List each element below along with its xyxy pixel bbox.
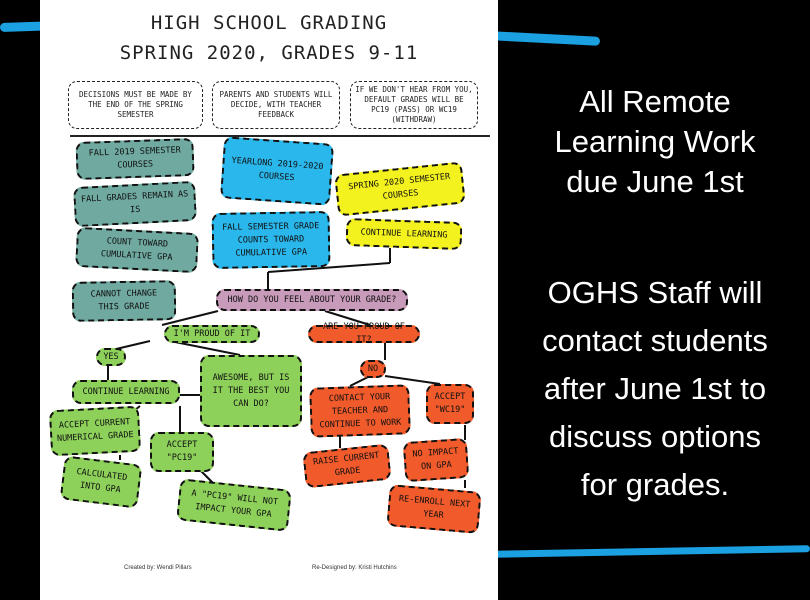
grading-poster — [40, 0, 498, 600]
box-reenroll-next-year: RE-ENROLL NEXT YEAR — [386, 484, 481, 534]
credit-redesigned-by: Re-Designed by: Kristi Hutchins — [312, 565, 397, 571]
box-fall-2019-courses: FALL 2019 SEMESTER COURSES — [75, 138, 194, 180]
staff-line-1: OGHS Staff will — [547, 275, 763, 310]
note-deadline: DECISIONS MUST BE MADE BY THE END OF THE SPRING SEMESTER — [68, 81, 203, 129]
staff-line-2: contact students — [542, 323, 768, 358]
box-proud-of-it: I'M PROUD OF IT — [164, 325, 260, 343]
announcement-deadline — [500, 82, 810, 202]
box-continue-learning: CONTINUE LEARNING — [72, 380, 180, 404]
brush-stroke-bottom-right — [490, 545, 810, 558]
box-accept-pc19: ACCEPT "PC19" — [150, 432, 214, 472]
staff-line-4: discuss options — [549, 419, 761, 454]
box-contact-teacher: CONTACT YOUR TEACHER AND CONTINUE TO WORK — [309, 384, 411, 437]
credit-created-by: Created by: Wendi Pillars — [124, 565, 192, 571]
brush-stroke-top-right — [490, 31, 600, 46]
box-calculated-into-gpa: CALCULATED INTO GPA — [60, 455, 143, 508]
box-are-you-proud: ARE YOU PROUD OF IT? — [308, 325, 420, 343]
poster-subtitle: SPRING 2020, GRADES 9-11 — [119, 42, 419, 64]
poster-title: HIGH SCHOOL GRADING — [150, 12, 388, 34]
box-no: NO — [360, 360, 386, 378]
box-cannot-change-grade: CANNOT CHANGE THIS GRADE — [72, 280, 177, 322]
box-fall-semester-counts: FALL SEMESTER GRADE COUNTS TOWARD CUMULATIVE GPA — [212, 211, 331, 269]
staff-line-3: after June 1st to — [543, 371, 767, 406]
box-spring-2020-courses: SPRING 2020 SEMESTER COURSES — [334, 161, 466, 216]
box-awesome: AWESOME, BUT IS IT THE BEST YOU CAN DO? — [200, 355, 302, 427]
box-how-do-you-feel: HOW DO YOU FEEL ABOUT YOUR GRADE? — [216, 289, 408, 311]
box-pc19-no-impact: A "PC19" WILL NOT IMPACT YOUR GPA — [176, 478, 292, 531]
deadline-line-1: All Remote — [579, 84, 731, 119]
deadline-line-3: due June 1st — [566, 164, 744, 199]
note-decision: PARENTS AND STUDENTS WILL DECIDE, WITH TEACHER FEEDBACK — [212, 81, 340, 129]
box-continue-learning-spring: CONTINUE LEARNING — [346, 218, 463, 250]
box-fall-grades-remain: FALL GRADES REMAIN AS IS — [73, 181, 197, 227]
box-no-impact-gpa: NO IMPACT ON GPA — [403, 438, 470, 482]
box-raise-grade: RAISE CURRENT GRADE — [302, 444, 391, 489]
deadline-line-2: Learning Work — [554, 124, 756, 159]
box-accept-wc19: ACCEPT "WC19" — [426, 384, 474, 424]
staff-line-5: for grades. — [580, 467, 730, 502]
note-default-grades: IF WE DON'T HEAR FROM YOU, DEFAULT GRADES WILL BE PC19 (PASS) OR WC19 (WITHDRAW) — [350, 81, 478, 129]
box-yearlong-courses: YEARLONG 2019-2020 COURSES — [220, 136, 334, 206]
announcement-staff-contact — [500, 269, 810, 509]
box-accept-current-grade: ACCEPT CURRENT NUMERICAL GRADE — [49, 406, 141, 457]
box-count-toward-gpa: COUNT TOWARD CUMULATIVE GPA — [75, 227, 199, 273]
box-yes: YES — [96, 348, 126, 366]
